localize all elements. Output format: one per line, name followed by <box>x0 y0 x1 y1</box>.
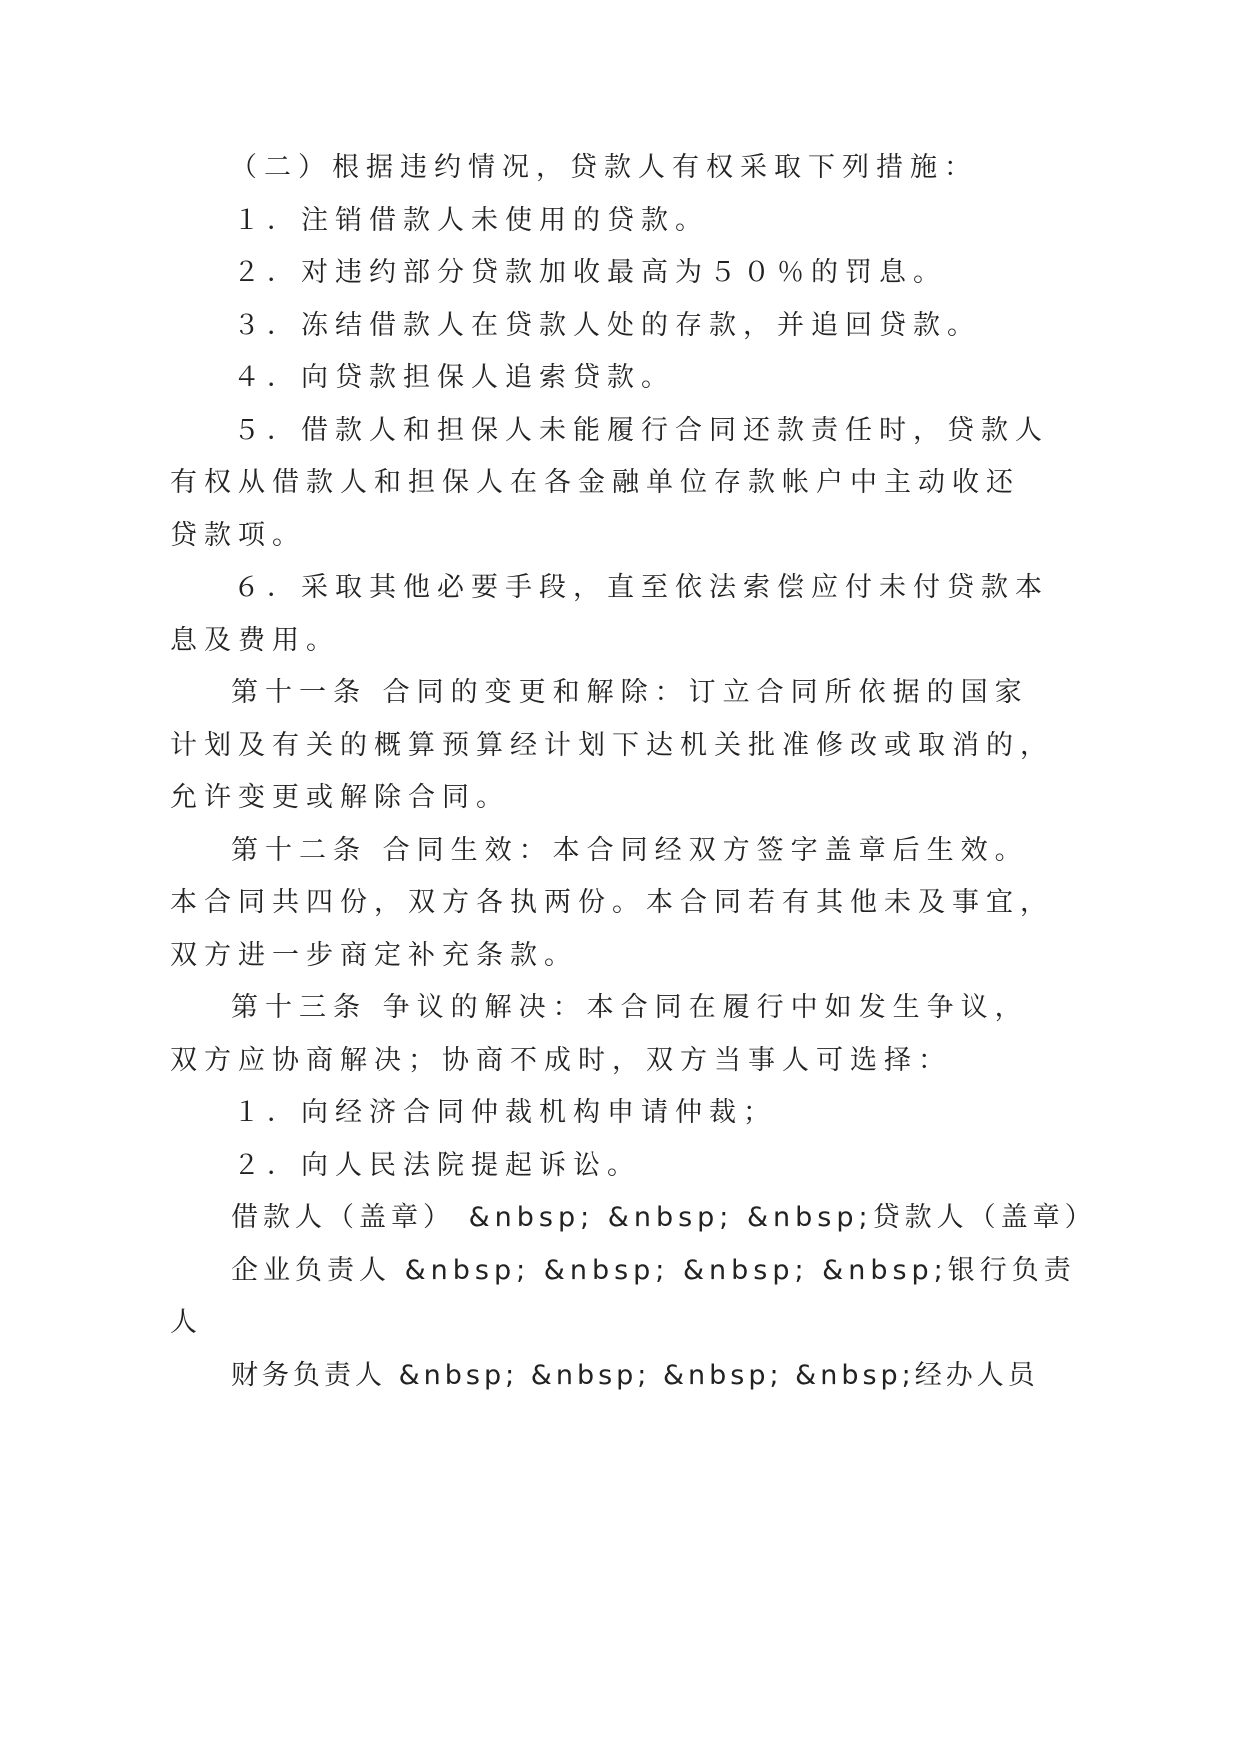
text-line: 贷款项。 <box>170 520 306 551</box>
text-line: １．注销借款人未使用的贷款。 <box>233 205 709 236</box>
text-line: １．向经济合同仲裁机构申请仲裁； <box>233 1097 777 1128</box>
text-line: ３．冻结借款人在贷款人处的存款，并追回贷款。 <box>233 310 981 341</box>
text-line: 有权从借款人和担保人在各金融单位存款帐户中主动收还 <box>170 467 1020 498</box>
text-line: ２．向人民法院提起诉讼。 <box>233 1150 641 1181</box>
text-line: 财务负责人 &nbsp; &nbsp; &nbsp; &nbsp;经办人员 <box>231 1360 1039 1391</box>
text-line: 允许变更或解除合同。 <box>170 782 510 813</box>
text-line: 第十一条 合同的变更和解除：订立合同所依据的国家 <box>231 677 1029 708</box>
text-line: 借款人（盖章） &nbsp; &nbsp; &nbsp;贷款人（盖章） <box>231 1202 1097 1233</box>
text-line: 计划及有关的概算预算经计划下达机关批准修改或取消的， <box>170 730 1054 761</box>
text-line: 第十二条 合同生效：本合同经双方签字盖章后生效。 <box>231 835 1029 866</box>
text-line: ６．采取其他必要手段，直至依法索偿应付未付贷款本 <box>233 572 1049 603</box>
text-line: 本合同共四份，双方各执两份。本合同若有其他未及事宜， <box>170 887 1054 918</box>
text-line: （二）根据违约情况，贷款人有权采取下列措施： <box>230 152 978 183</box>
text-line: 企业负责人 &nbsp; &nbsp; &nbsp; &nbsp;银行负责 <box>231 1255 1076 1286</box>
text-line: 人 <box>170 1307 204 1338</box>
text-line: ４．向贷款担保人追索贷款。 <box>233 362 675 393</box>
text-line: 双方应协商解决；协商不成时，双方当事人可选择： <box>170 1045 952 1076</box>
text-line: ５．借款人和担保人未能履行合同还款责任时，贷款人 <box>233 415 1049 446</box>
text-line: 第十三条 争议的解决：本合同在履行中如发生争议， <box>231 992 1029 1023</box>
text-line: 双方进一步商定补充条款。 <box>170 940 578 971</box>
text-line: ２．对违约部分贷款加收最高为５０％的罚息。 <box>233 257 947 288</box>
text-line: 息及费用。 <box>170 625 340 656</box>
